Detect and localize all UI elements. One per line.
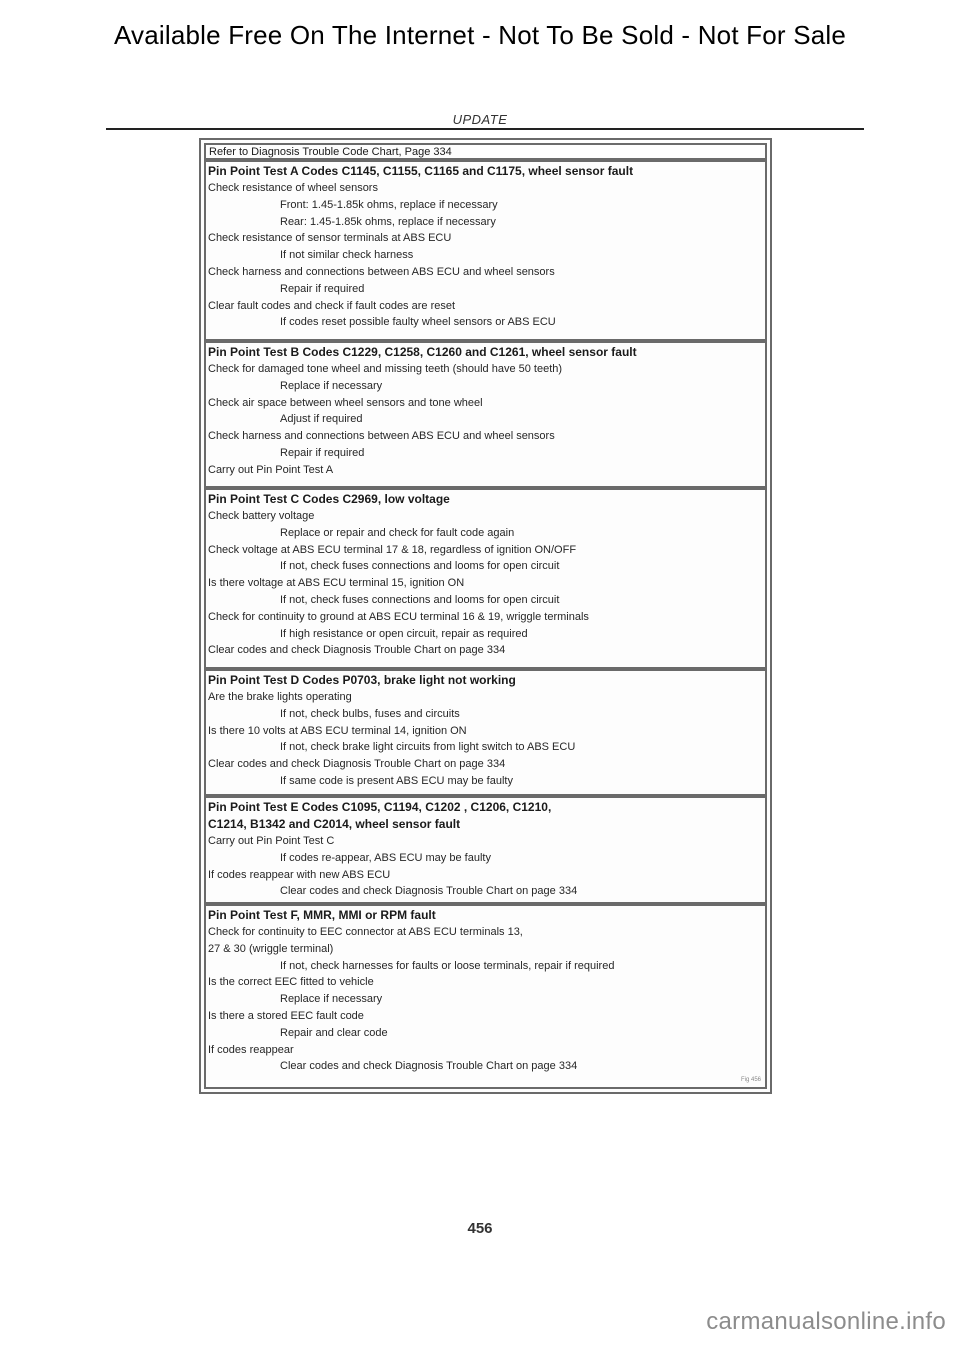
action-line: Rear: 1.45-1.85k ohms, replace if necessary: [280, 215, 496, 228]
action-line: Replace if necessary: [280, 379, 383, 392]
action-line: Repair if required: [280, 446, 365, 459]
action-line: If high resistance or open circuit, repair as required: [280, 627, 528, 640]
action-line: If same code is present ABS ECU may be faulty: [280, 774, 513, 787]
pinpoint-test-section: [204, 488, 767, 669]
page-number: 456: [467, 1220, 493, 1237]
check-line: Check for damaged tone wheel and missing teeth (should have 50 teeth): [208, 363, 563, 375]
check-line: 27 & 30 (wriggle terminal): [208, 942, 334, 955]
action-line: Replace if necessary: [280, 993, 383, 1006]
action-line: If not, check bulbs, fuses and circuits: [280, 707, 460, 720]
action-line: If not, check fuses connections and looms for open circuit: [280, 560, 560, 573]
section-title: Pin Point Test E Codes C1095, C1194, C1202 , C1206, C1210,: [208, 800, 552, 814]
check-line: If codes reappear with new ABS ECU: [208, 868, 391, 881]
action-line: If not, check harnesses for faults or loose terminals, repair if required: [280, 959, 615, 972]
check-line: Is there voltage at ABS ECU terminal 15, ignition ON: [208, 577, 465, 590]
reference-line: Refer to Diagnosis Trouble Code Chart, Page 334: [204, 143, 767, 160]
watermark-text: carmanualsonline.info: [706, 1308, 946, 1335]
action-line: Repair if required: [280, 282, 365, 295]
figure-reference: Fig 456: [740, 1077, 761, 1083]
check-line: Are the brake lights operating: [208, 691, 352, 703]
pinpoint-test-section: [204, 904, 767, 1089]
check-line: Carry out Pin Point Test A: [208, 463, 334, 476]
section-title: Pin Point Test C Codes C2969, low voltage: [208, 492, 450, 506]
action-line: Front: 1.45-1.85k ohms, replace if necessary: [280, 198, 498, 211]
action-line: If not, check fuses connections and looms for open circuit: [280, 593, 560, 606]
section-title: Pin Point Test D Codes P0703, brake light not working: [208, 673, 516, 687]
action-line: If not, check brake light circuits from light switch to ABS ECU: [280, 741, 576, 754]
pinpoint-test-section: [204, 669, 767, 796]
check-line: Check for continuity to EEC connector at ABS ECU terminals 13,: [208, 926, 523, 938]
action-line: Clear codes and check Diagnosis Trouble Chart on page 334: [280, 885, 578, 898]
check-line: Clear codes and check Diagnosis Trouble Chart on page 334: [208, 644, 506, 657]
section-title-continued: C1214, B1342 and C2014, wheel sensor fault: [208, 817, 461, 831]
check-line: Check resistance of wheel sensors: [208, 182, 378, 194]
pinpoint-test-section: [204, 341, 767, 488]
check-line: Carry out Pin Point Test C: [208, 835, 335, 847]
check-line: Clear fault codes and check if fault codes are reset: [208, 299, 456, 312]
check-line: Is there a stored EEC fault code: [208, 1009, 364, 1022]
check-line: Is there 10 volts at ABS ECU terminal 14, ignition ON: [208, 724, 467, 737]
check-line: If codes reappear: [208, 1043, 294, 1056]
check-line: Check harness and connections between ABS ECU and wheel sensors: [208, 430, 555, 443]
action-line: Replace or repair and check for fault code again: [280, 526, 515, 539]
action-line: Adjust if required: [280, 413, 363, 426]
header-rule: [106, 128, 864, 130]
action-line: Repair and clear code: [280, 1026, 388, 1039]
section-title: Pin Point Test F, MMR, MMI or RPM fault: [208, 908, 436, 922]
check-line: Check voltage at ABS ECU terminal 17 & 18, regardless of ignition ON/OFF: [208, 543, 577, 556]
section-title: Pin Point Test B Codes C1229, C1258, C1260 and C1261, wheel sensor fault: [208, 345, 637, 359]
check-line: Check harness and connections between ABS ECU and wheel sensors: [208, 265, 555, 278]
action-line: If not similar check harness: [280, 249, 414, 262]
action-line: If codes reset possible faulty wheel sensors or ABS ECU: [280, 316, 556, 329]
check-line: Check for continuity to ground at ABS ECU terminal 16 & 19, wriggle terminals: [208, 610, 589, 623]
section-title: Pin Point Test A Codes C1145, C1155, C1165 and C1175, wheel sensor fault: [208, 164, 634, 178]
check-line: Check battery voltage: [208, 510, 315, 522]
update-label: UPDATE: [452, 112, 508, 127]
action-line: If codes re-appear, ABS ECU may be faulty: [280, 851, 491, 864]
banner-text: Available Free On The Internet - Not To Be Sold - Not For Sale: [113, 20, 847, 50]
pinpoint-test-section: [204, 796, 767, 904]
action-line: Clear codes and check Diagnosis Trouble Chart on page 334: [280, 1060, 578, 1073]
check-line: Check resistance of sensor terminals at ABS ECU: [208, 232, 452, 245]
check-line: Check air space between wheel sensors and tone wheel: [208, 396, 483, 409]
check-line: Is the correct EEC fitted to vehicle: [208, 976, 374, 989]
pinpoint-test-section: [204, 160, 767, 341]
check-line: Clear codes and check Diagnosis Trouble Chart on page 334: [208, 758, 506, 771]
